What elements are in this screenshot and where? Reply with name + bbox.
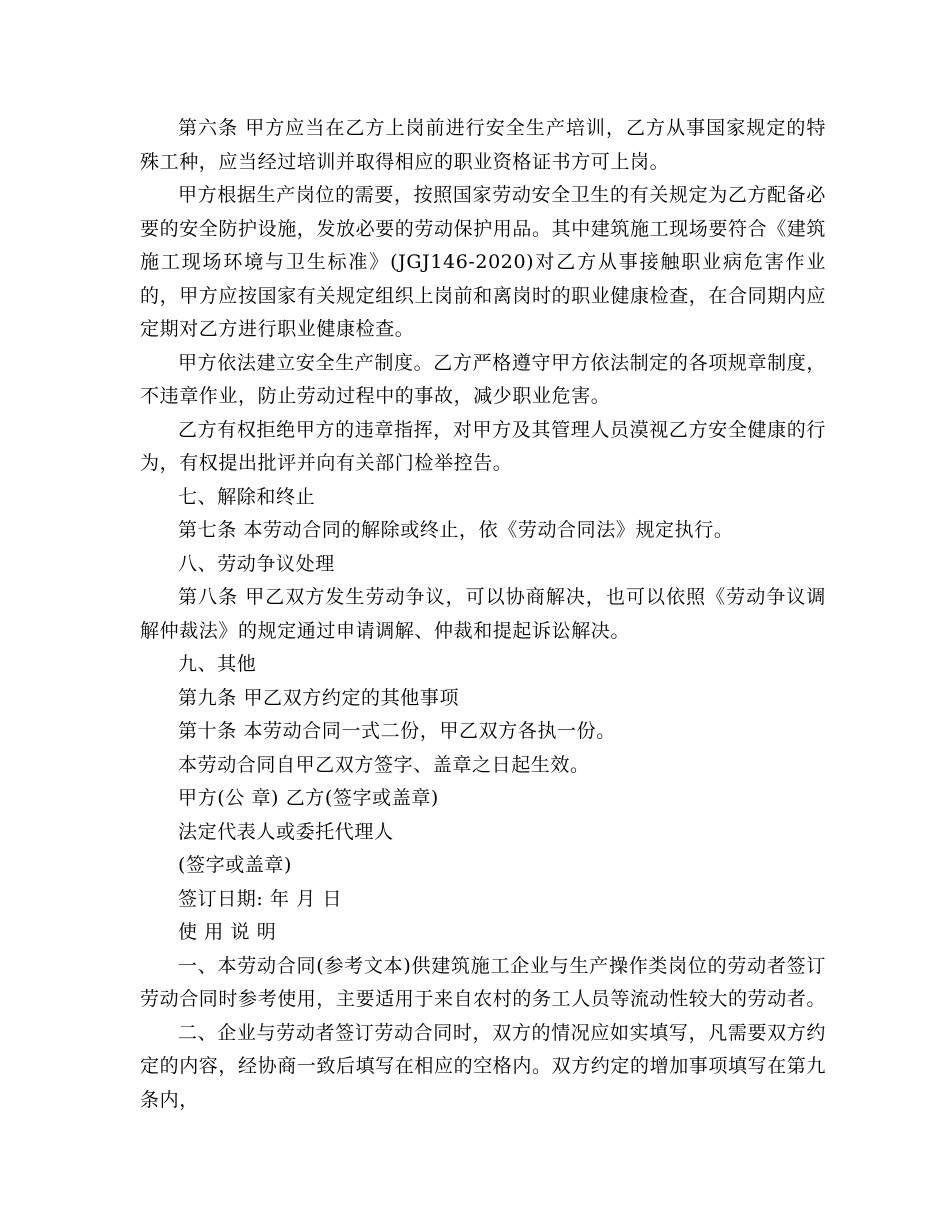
paragraph-article-6: 第六条 甲方应当在乙方上岗前进行安全生产培训，乙方从事国家规定的特殊工种，应当经过培训并取得相应的职业资格证书方可上岗。 bbox=[140, 117, 826, 173]
section-heading-termination: 七、解除和终止 bbox=[178, 485, 316, 508]
paragraph-article-8: 第八条 甲乙双方发生劳动争议，可以协商解决，也可以依照《劳动争议调解仲裁法》的规定通过申请调解、仲裁和提起诉讼解决。 bbox=[140, 586, 826, 642]
instruction-item-2: 二、企业与劳动者签订劳动合同时，双方的情况应如实填写，凡需要双方约定的内容，经协商一致后填写在相应的空格内。双方约定的增加事项填写在第九条内， bbox=[140, 1021, 827, 1111]
section-heading-other: 九、其他 bbox=[178, 653, 257, 675]
paragraph-right-to-refuse: 乙方有权拒绝甲方的违章指挥，对甲方及其管理人员漠视乙方安全健康的行为，有权提出批评并向有关部门检举控告。 bbox=[140, 418, 826, 474]
signature-parties-line: 甲方(公 章) 乙方(签字或盖章) bbox=[178, 787, 439, 809]
signing-date-line: 签订日期: 年 月 日 bbox=[178, 887, 343, 910]
paragraph-article-7: 第七条 本劳动合同的解除或终止，依《劳动合同法》规定执行。 bbox=[178, 519, 734, 541]
paragraph-effective: 本劳动合同自甲乙双方签字、盖章之日起生效。 bbox=[178, 753, 590, 776]
section-heading-dispute: 八、劳动争议处理 bbox=[178, 552, 335, 575]
instruction-item-1: 一、本劳动合同(参考文本)供建筑施工企业与生产操作类岗位的劳动者签订劳动合同时参考使用，主要适用于来自农村的务工人员等流动性较大的劳动者。 bbox=[140, 954, 827, 1010]
document-page bbox=[140, 112, 826, 1117]
paragraph-article-9: 第九条 甲乙双方约定的其他事项 bbox=[178, 686, 460, 709]
signature-seal-line: (签字或盖章) bbox=[178, 854, 293, 876]
signature-representative-line: 法定代表人或委托代理人 bbox=[178, 820, 394, 843]
paragraph-safety-rules: 甲方依法建立安全生产制度。乙方严格遵守甲方依法制定的各项规章制度，不违章作业，防止劳动过程中的事故，减少职业危害。 bbox=[140, 351, 826, 407]
paragraph-article-10: 第十条 本劳动合同一式二份，甲乙双方各执一份。 bbox=[178, 720, 616, 742]
section-heading-instructions: 使 用 说 明 bbox=[178, 921, 277, 943]
paragraph-safety-equipment: 甲方根据生产岗位的需要，按照国家劳动安全卫生的有关规定为乙方配备必要的安全防护设施，发放必要的劳动保护用品。其中建筑施工现场要符合《建筑施工现场环境与卫生标准》(JGJ146-2020)对乙方从事接触职业病危害作业的，甲方应按国家有关规定组织上岗前和离岗时的职业健康检查，在合同期内应定期对乙方进行职业健康检查。 bbox=[140, 184, 827, 340]
